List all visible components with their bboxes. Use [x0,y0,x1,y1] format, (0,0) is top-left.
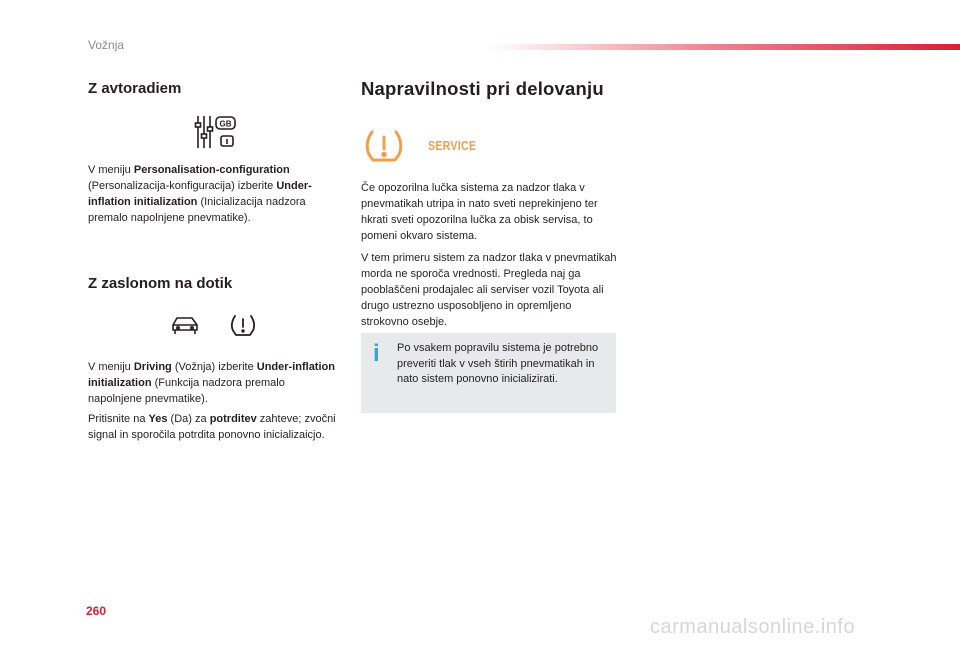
watermark: carmanualsonline.info [650,616,856,638]
settings-icon [194,114,240,155]
page-number: 260 [86,604,107,618]
radio-instructions: V meniju Personalisation-configuration (Personalizacija-konfiguracija) izberite Under-inflation initialization (Inicializacija nadzora premalo napolnjene pnevmatike). [88,164,312,224]
car-icon [170,315,200,342]
heading-malfunctions: Napravilnosti pri delovanju [361,78,604,99]
heading-radio: Z avtoradiem [88,80,182,97]
gb-badge: GB [219,119,232,129]
tire-pressure-warning-orange-icon [364,129,404,170]
tire-pressure-warning-icon [230,313,256,344]
malfunction-paragraph-2: V tem primeru sistem za nadzor tlaka v pnevmatikah morda ne sporoča vrednosti. Pregleda naj ga pooblaščeni prodajalec ali serviser vozil Toyota ali drugo ustrezno usposobljeno in opremljeno strokovno osebje. [361,252,617,328]
malfunction-paragraph-1: Če opozorilna lučka sistema za nadzor tlaka v pnevmatikah utripa in nato sveti neprekinjeno ter hkrati sveti opozorilna lučka za obisk servisa, to pomeni okvaro sistema. [361,182,598,242]
confirm-instructions: Pritisnite na Yes (Da) za potrditev zahteve; zvočni signal in sporočila potrdita ponovno inicializaicjo. [88,413,336,441]
info-icon: i [373,340,380,367]
header-accent-bar [490,44,960,50]
info-text: Po vsakem popravilu sistema je potrebno preveriti tlak v vseh štirih pnevmatikah in nato sistem ponovno inicializirati. [397,342,599,385]
section-title: Vožnja [88,38,125,52]
touchscreen-instructions: V meniju Driving (Vožnja) izberite Under-inflation initialization (Funkcija nadzora premalo napolnjene pnevmatike). [88,361,335,405]
heading-touchscreen: Z zaslonom na dotik [88,275,233,292]
service-warning-label: SERVICE [428,139,477,153]
